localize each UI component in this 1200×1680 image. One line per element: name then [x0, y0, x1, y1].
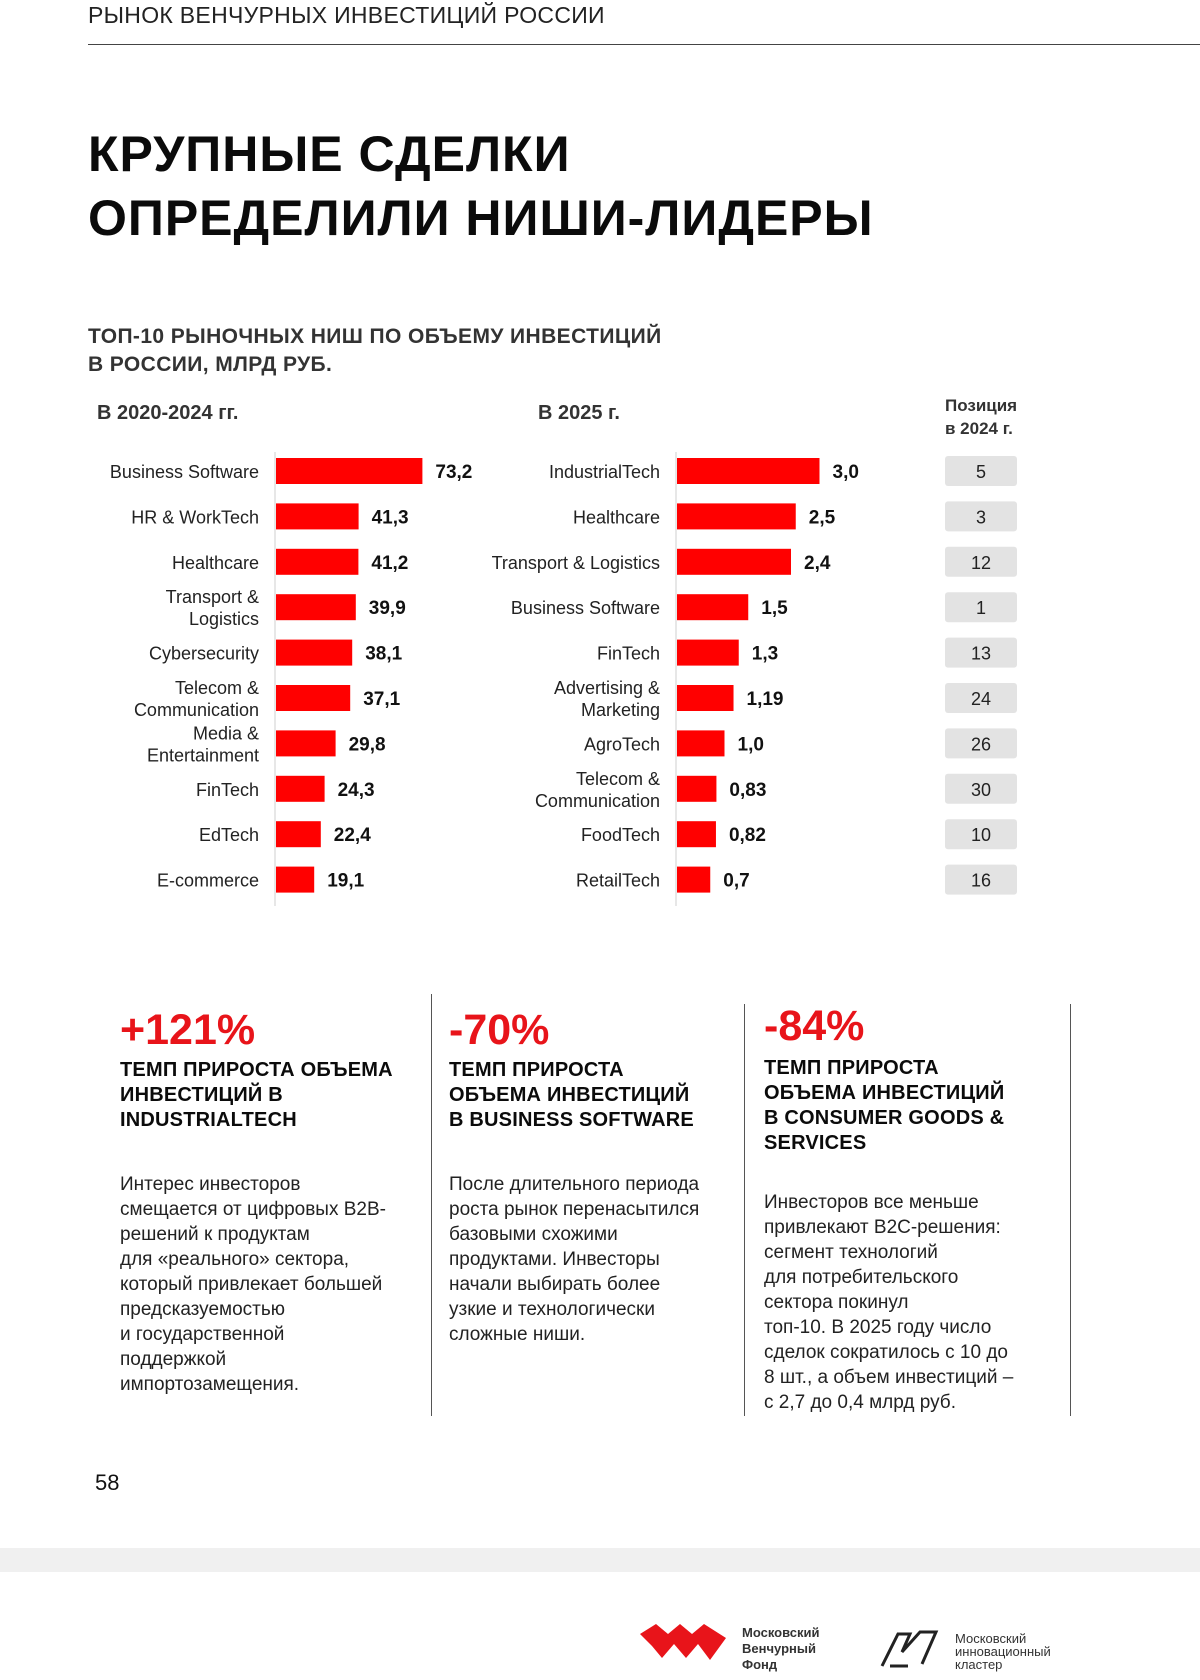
rank-2024-value: 3	[975, 507, 987, 528]
stat-body-line: Инвесторов все меньше	[764, 1192, 979, 1213]
rank-heading-line1: Позиция	[945, 396, 1018, 415]
rank-2024-value: 24	[970, 689, 992, 709]
left-chart-bar	[276, 730, 336, 756]
stat-body-line: смещается от цифровых B2B-	[120, 1199, 386, 1220]
rank-2024-value: 5	[975, 462, 987, 482]
stat-body-consumer-goods	[764, 1190, 1013, 1415]
page-title	[88, 122, 874, 250]
stat-body-line: продуктами. Инвесторы	[449, 1249, 660, 1270]
chart-title-line2: В РОССИИ, МЛРД РУБ.	[88, 353, 333, 376]
stat-body-line: После длительного периода	[449, 1174, 700, 1195]
left-chart-value-label: 29,8	[348, 734, 386, 756]
right-chart-bar	[677, 821, 716, 847]
right-chart-category-label: Telecom &	[575, 768, 660, 789]
rank-heading-line2: в 2024 г.	[945, 419, 1013, 438]
stat-heading-line: ОБЪЕМА ИНВЕСТИЦИЙ	[449, 1084, 690, 1106]
stat-heading-line: ТЕМП ПРИРОСТА ОБЪЕМА	[120, 1059, 393, 1081]
stat-body-line: который привлекает большей	[120, 1274, 383, 1295]
stat-heading-line: SERVICES	[764, 1132, 867, 1154]
stat-body-line: для «реального» сектора,	[120, 1249, 350, 1270]
left-chart-category-label: E-commerce	[156, 870, 259, 891]
right-chart-category-label: FinTech	[596, 643, 660, 664]
right-chart-value-label: 3,0	[832, 462, 859, 483]
right-chart-bar	[677, 458, 820, 484]
left-chart-bar	[276, 640, 352, 666]
right-chart-bar	[677, 730, 725, 756]
header-divider	[88, 44, 1200, 45]
stat-heading-line: ТЕМП ПРИРОСТА	[764, 1057, 939, 1079]
left-chart-value-label: 41,3	[371, 507, 409, 529]
rank-2024-value: 26	[970, 734, 992, 755]
footer-band	[0, 1548, 1200, 1572]
stat-body-line: сделок сократилось с 10 до	[764, 1342, 1008, 1363]
left-chart-value-label: 73,2	[435, 462, 473, 483]
stat-heading-line: ТЕМП ПРИРОСТА	[449, 1059, 624, 1081]
stat-body-line: и государственной	[120, 1324, 285, 1345]
stat-body-line: для потребительского	[764, 1267, 959, 1288]
stat-heading-line: ИНВЕСТИЦИЙ В	[120, 1084, 283, 1106]
logo-text-line: Фонд	[742, 1657, 778, 1672]
right-chart-bar	[677, 867, 710, 893]
stat-body-line: сегмент технологий	[764, 1242, 938, 1263]
right-chart-category-label: FoodTech	[580, 825, 660, 846]
stat-body-line: сложные ниши.	[449, 1324, 586, 1345]
right-chart-category-label: RetailTech	[575, 870, 660, 891]
stat-body-line: базовыми схожими	[449, 1224, 618, 1245]
right-chart-category-label: AgroTech	[583, 734, 660, 755]
stat-body-line: с 2,7 до 0,4 млрд руб.	[764, 1392, 956, 1413]
right-chart-category-label: Transport & Logistics	[491, 552, 660, 573]
left-chart-category-label: Transport &	[165, 587, 259, 608]
column-divider	[431, 994, 432, 1416]
right-chart-value-label: 0,7	[723, 870, 750, 892]
left-chart-value-label: 38,1	[365, 643, 403, 665]
left-chart-value-label: 19,1	[327, 870, 365, 892]
stat-body-line: решений к продуктам	[120, 1224, 310, 1245]
rank-2024-value: 1	[975, 598, 987, 619]
stat-body-industrialtech	[120, 1172, 386, 1397]
left-chart-value-label: 37,1	[363, 689, 401, 710]
left-chart-bar	[276, 821, 321, 847]
page-number: 58	[95, 1470, 120, 1495]
stat-value-industrialtech: +121%	[120, 1006, 256, 1054]
moscow-venture-fund-logo-icon	[640, 1620, 726, 1662]
left-chart-category-label: FinTech	[195, 779, 259, 800]
left-chart-category-label: Telecom &	[174, 678, 259, 698]
left-chart-heading: В 2020-2024 гг.	[97, 402, 239, 424]
stat-body-business-software	[449, 1172, 699, 1347]
stat-body-line: поддержкой	[120, 1349, 227, 1370]
left-chart-value-label: 24,3	[337, 779, 375, 801]
logo-text-line: инновационный	[955, 1644, 1051, 1659]
left-chart-bar	[276, 867, 314, 893]
left-chart-bar	[276, 503, 359, 529]
right-chart-heading: В 2025 г.	[538, 402, 620, 424]
left-chart-value-label: 22,4	[333, 825, 371, 847]
left-chart-category-label: HR & WorkTech	[131, 507, 259, 528]
left-chart-category-label: Healthcare	[171, 552, 259, 573]
right-chart-value-label: 2,5	[808, 507, 836, 529]
right-chart-bar	[677, 549, 791, 575]
right-chart-value-label: 0,82	[728, 825, 766, 847]
stat-heading-business-software	[449, 1058, 694, 1133]
stat-body-line: узкие и технологически	[449, 1299, 655, 1320]
stat-heading-line: В CONSUMER GOODS &	[764, 1107, 1005, 1129]
left-chart-category-label: Logistics	[188, 609, 259, 630]
stat-body-line: 8 шт., а объем инвестиций –	[764, 1367, 1014, 1388]
stat-body-line: топ-10. В 2025 году число	[764, 1317, 992, 1338]
right-chart-category-label: Healthcare	[572, 507, 660, 528]
right-chart-value-label: 1,5	[761, 598, 788, 620]
stat-body-line: импортозамещения.	[120, 1374, 300, 1395]
left-chart-category-label: Cybersecurity	[148, 643, 259, 664]
stat-heading-consumer-goods	[764, 1056, 1004, 1156]
moscow-venture-fund-logo-text	[742, 1625, 820, 1673]
right-chart-value-label: 1,19	[746, 689, 784, 710]
logo-text-line: Московский	[955, 1631, 1027, 1646]
right-chart-bar	[677, 503, 796, 529]
moscow-innovation-cluster-logo-text	[955, 1632, 1051, 1671]
left-chart-category-label: EdTech	[198, 825, 259, 846]
right-chart-bar	[677, 776, 716, 802]
left-chart-bar	[276, 594, 356, 620]
moscow-innovation-cluster-logo-icon	[880, 1628, 942, 1668]
rank-2024-value: 13	[970, 643, 992, 664]
logo-text-line: кластер	[955, 1657, 1003, 1672]
rank-2024-value: 30	[970, 779, 992, 800]
column-divider	[1070, 1004, 1071, 1416]
right-chart-bar	[677, 685, 734, 711]
stat-body-line: Интерес инвесторов	[120, 1174, 301, 1195]
right-chart-category-label: Business Software	[510, 598, 660, 619]
stat-body-line: начали выбирать более	[449, 1274, 661, 1295]
left-chart-bar	[276, 458, 422, 484]
stat-heading-industrialtech	[120, 1058, 393, 1133]
right-chart-category-label: Marketing	[580, 700, 660, 720]
stat-heading-line: INDUSTRIALTECH	[120, 1109, 297, 1131]
report-header-title: РЫНОК ВЕНЧУРНЫХ ИНВЕСТИЦИЙ РОССИИ	[88, 2, 605, 28]
left-chart-value-label: 41,2	[371, 552, 409, 574]
rank-column-heading	[945, 394, 1017, 440]
logo-text-line: Московский	[742, 1625, 820, 1640]
chart-title-line1: ТОП-10 РЫНОЧНЫХ НИШ ПО ОБЪЕМУ ИНВЕСТИЦИЙ	[88, 325, 662, 348]
stat-body-line: роста рынок перенасытился	[449, 1199, 700, 1220]
page-title-line2: ОПРЕДЕЛИЛИ НИШИ-ЛИДЕРЫ	[88, 190, 874, 246]
chart-title	[88, 323, 662, 379]
stat-value-consumer-goods: -84%	[764, 1002, 865, 1050]
stat-heading-line: ОБЪЕМА ИНВЕСТИЦИЙ	[764, 1082, 1005, 1104]
bar-charts	[0, 450, 1200, 920]
left-chart-category-label: Business Software	[109, 462, 259, 482]
right-chart-category-label: Advertising &	[553, 678, 660, 698]
right-chart-bar	[677, 640, 739, 666]
left-chart-category-label: Communication	[133, 700, 259, 720]
rank-2024-value: 16	[970, 870, 992, 891]
stat-heading-line: В BUSINESS SOFTWARE	[449, 1109, 694, 1131]
left-chart-bar	[276, 776, 325, 802]
left-chart-category-label: Entertainment	[146, 745, 259, 766]
logo-text-line: Венчурный	[742, 1641, 816, 1656]
left-chart-value-label: 39,9	[368, 598, 406, 620]
stat-value-business-software: -70%	[449, 1006, 550, 1054]
column-divider	[744, 1004, 745, 1416]
rank-2024-value: 10	[970, 825, 992, 846]
right-chart-value-label: 1,3	[751, 643, 779, 665]
stat-body-line: предсказуемостью	[120, 1299, 286, 1320]
right-chart-value-label: 1,0	[737, 734, 764, 756]
stat-body-line: сектора покинул	[764, 1292, 909, 1313]
left-chart-bar	[276, 549, 358, 575]
right-chart-category-label: Communication	[534, 790, 660, 811]
right-chart-bar	[677, 594, 748, 620]
stat-body-line: привлекают B2C-решения:	[764, 1217, 1001, 1238]
page-title-line1: КРУПНЫЕ СДЕЛКИ	[88, 126, 571, 182]
rank-2024-value: 12	[970, 552, 992, 573]
right-chart-value-label: 0,83	[729, 779, 767, 801]
right-chart-category-label: IndustrialTech	[548, 462, 660, 482]
left-chart-category-label: Media &	[192, 723, 259, 744]
left-chart-bar	[276, 685, 350, 711]
right-chart-value-label: 2,4	[804, 552, 831, 574]
